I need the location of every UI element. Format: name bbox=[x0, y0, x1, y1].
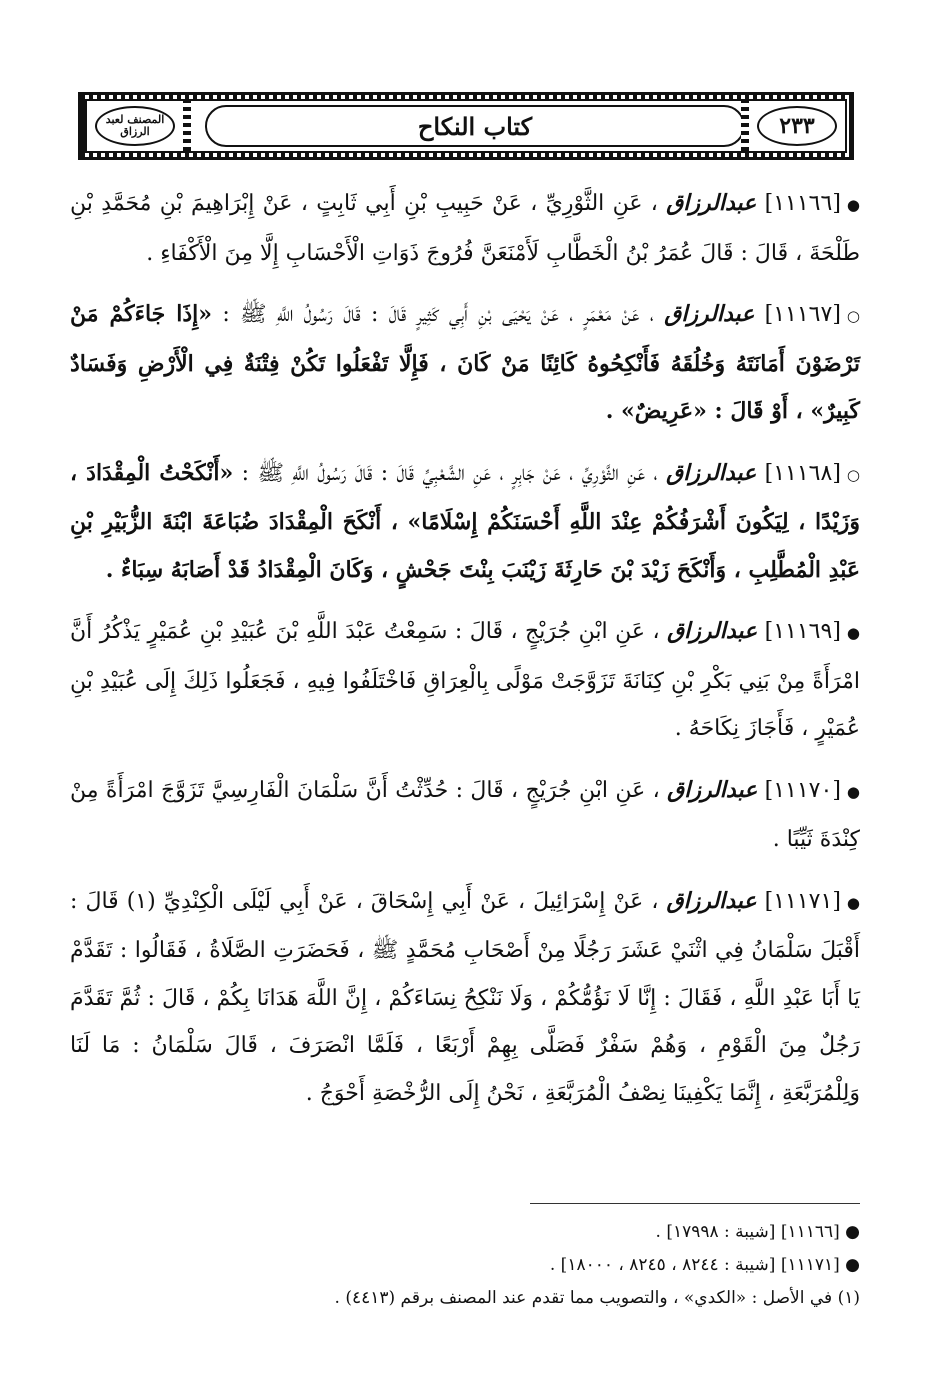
narrator-name: عبدالرزاق bbox=[664, 301, 755, 327]
narrator-name: عبدالرزاق bbox=[666, 887, 757, 914]
narrator-name: عبدالرزاق bbox=[667, 618, 758, 644]
book-logo bbox=[95, 106, 175, 146]
prophetic-saying: «أَنْكَحْتُ الْمِقْدَادَ ، وَزَيْدًا ، لِيَكُونَ أَشْرَفُكُمْ عِنْدَ اللَّهِ أَحْسَنَكُمْ إِسْلَامًا» ، أَنْكَحَ الْمِقْدَادَ ضُبَاعَةَ ابْنَةَ الزُّبَيْرِ بْنِ عَبْدِ الْمُطَّلِبِ ، وَأَنْكَحَ زَيْدَ بْنَ حَارِثَةَ زَيْنَبَ بِنْتَ جَحْشٍ ، وَكَانَ الْمِقْدَادُ قَدْ أَصَابَهُ سِبَاءٌ . bbox=[70, 459, 860, 583]
entry-marker: ● bbox=[846, 782, 860, 801]
entry-text: ، عَنِ ابْنِ جُرَيْجٍ ، قَالَ : سَمِعْتُ عَبْدَ اللَّهِ بْنَ عُبَيْدِ بْنِ عُمَيْرٍ يَذْكُرُ أَنَّ امْرَأَةً مِنْ بَنِي بَكْرِ بْنِ كِنَانَةَ تَزَوَّجَتْ مَوْلًى بِالْعِرَاقِ فَاخْتَلَفُوا فِيهِ ، فَجَعَلُوا ذَلِكَ إِلَى عُبَيْدِ بْنِ عُمَيْرٍ ، فَأَجَازَ نِكَاحَهُ . bbox=[70, 619, 860, 741]
hadith-entry bbox=[70, 608, 860, 753]
narrator-name: عبدالرزاق bbox=[666, 459, 757, 486]
header-frame bbox=[85, 99, 847, 153]
entry-text: ، عَنِ الثَّوْرِيِّ ، عَنْ جَابِرٍ ، عَنِ الشَّعْبِيِّ قَالَ : قَالَ رَسُولُ اللَّهِ ﷺ : bbox=[241, 460, 658, 486]
logo-cell bbox=[87, 101, 183, 151]
page-title: كتاب النكاح bbox=[417, 111, 533, 141]
hadith-entry bbox=[70, 767, 860, 864]
main-text bbox=[70, 180, 860, 1131]
entry-number: [١١١٦٩] bbox=[764, 619, 841, 644]
entry-text: ، عَنِ الثَّوْرِيِّ ، عَنْ حَبِيبِ بْنِ أَبِي ثَابِتٍ ، عَنْ إِبْرَاهِيمَ بْنِ مُحَمَّدِ بْنِ طَلْحَةَ ، قَالَ : قَالَ عُمَرُ بْنُ الْخَطَّابِ لَأَمْنَعَنَّ فُرُوجَ ذَوَاتِ الْأَحْسَابِ إِلَّا مِنَ الْأَكْفَاءِ . bbox=[70, 191, 860, 266]
entry-text: ، عَنْ إِسْرَائِيلَ ، عَنْ أَبِي إِسْحَاقَ ، عَنْ أَبِي لَيْلَى الْكِنْدِيِّ (١) قَالَ : أَقْبَلَ سَلْمَانُ فِي اثْنَيْ عَشَرَ رَجُلًا مِنْ أَصْحَابِ مُحَمَّدٍ ﷺ ، فَحَضَرَتِ الصَّلَاةُ ، فَقَالُوا : تَقَدَّمْ يَا أَبَا عَبْدِ اللَّهِ ، فَقَالَ : إِنَّا لَا نَؤُمُّكُمْ ، وَلَا نَنْكِحُ نِسَاءَكُمْ ، إِنَّ اللَّهَ هَدَانَا بِكُمْ ، قَالَ : ثُمَّ تَقَدَّمَ رَجُلٌ مِنَ الْقَوْمِ ، وَهُمْ سَفْرٌ فَصَلَّى بِهِمْ أَرْبَعًا ، فَلَمَّا انْصَرَفَ ، قَالَ سَلْمَانُ : مَا لَنَا وَلِلْمُرَبَّعَةِ ، إِنَّمَا يَكْفِينَا نِصْفُ الْمُرَبَّعَةِ ، نَحْنُ إِلَى الرُّخْصَةِ أَحْوَجُ . bbox=[70, 888, 861, 1106]
entry-number: [١١١٦٦] bbox=[764, 191, 841, 216]
entry-number: [١١١٦٧] bbox=[764, 302, 841, 327]
hadith-entry bbox=[70, 450, 860, 595]
hadith-entry bbox=[70, 878, 860, 1118]
footnotes bbox=[70, 1216, 860, 1315]
title-frame bbox=[205, 105, 745, 147]
page-number-cell bbox=[749, 101, 845, 151]
narrator-name: عبدالرزاق bbox=[667, 776, 758, 803]
entry-number: [١١١٦٨] bbox=[764, 460, 841, 486]
narrator-name: عبدالرزاق bbox=[666, 190, 757, 216]
hadith-entry bbox=[70, 291, 860, 436]
page-header bbox=[78, 92, 854, 160]
entry-marker: ● bbox=[846, 196, 861, 214]
page-number-frame bbox=[757, 106, 837, 146]
entry-number: [١١١٧١] bbox=[764, 888, 841, 914]
footnote-divider bbox=[530, 1203, 860, 1204]
page-number: ٢٣٣ bbox=[779, 113, 815, 139]
footnote: (١) في الأصل : «الكدي» ، والتصويب مما تقدم عند المصنف برقم (٤٤١٣) . bbox=[334, 1288, 860, 1308]
header-divider bbox=[741, 101, 749, 151]
header-divider bbox=[183, 101, 191, 151]
entry-text: ، عَنْ مَعْمَرٍ ، عَنْ يَحْيَى بْنِ أَبِي كَثِيرٍ قَالَ : قَالَ رَسُولُ اللَّهِ ﷺ : bbox=[222, 302, 654, 327]
entry-marker: ● bbox=[846, 893, 861, 912]
book-logo-text: المصنف لعبد الرزاق bbox=[105, 113, 165, 138]
entry-marker: ○ bbox=[846, 465, 860, 484]
footnote: ● [١١١٧١] [شيبة : ٨٢٤٤ ، ٨٢٤٥ ، ١٨٠٠٠] . bbox=[549, 1255, 860, 1275]
entry-text: ، عَنِ ابْنِ جُرَيْجٍ ، قَالَ : حُدِّثْتُ أَنَّ سَلْمَانَ الْفَارِسِيَّ تَزَوَّجَ امْرَأَةً مِنْ كِنْدَةَ ثَيِّبًا . bbox=[70, 777, 860, 852]
title-cell bbox=[191, 101, 759, 151]
entry-marker: ● bbox=[846, 624, 861, 642]
entry-marker: ○ bbox=[846, 307, 861, 325]
hadith-entry bbox=[70, 180, 860, 277]
footnote: ● [١١١٦٦] [شيبة : ١٧٩٩٨] . bbox=[655, 1222, 860, 1242]
prophetic-saying: «إِذَا جَاءَكُمْ مَنْ تَرْضَوْنَ أَمَانَتَهُ وَخُلُقَهُ فَأَنْكِحُوهُ كَائِنًا مَنْ كَانَ ، فَإِلَّا تَفْعَلُوا تَكُنْ فِتْنَةٌ فِي الْأَرْضِ وَفَسَادٌ كَبِيرٌ» ، أَوْ قَالَ : «عَرِيضٌ» . bbox=[70, 301, 860, 424]
entry-number: [١١١٧٠] bbox=[764, 777, 841, 803]
